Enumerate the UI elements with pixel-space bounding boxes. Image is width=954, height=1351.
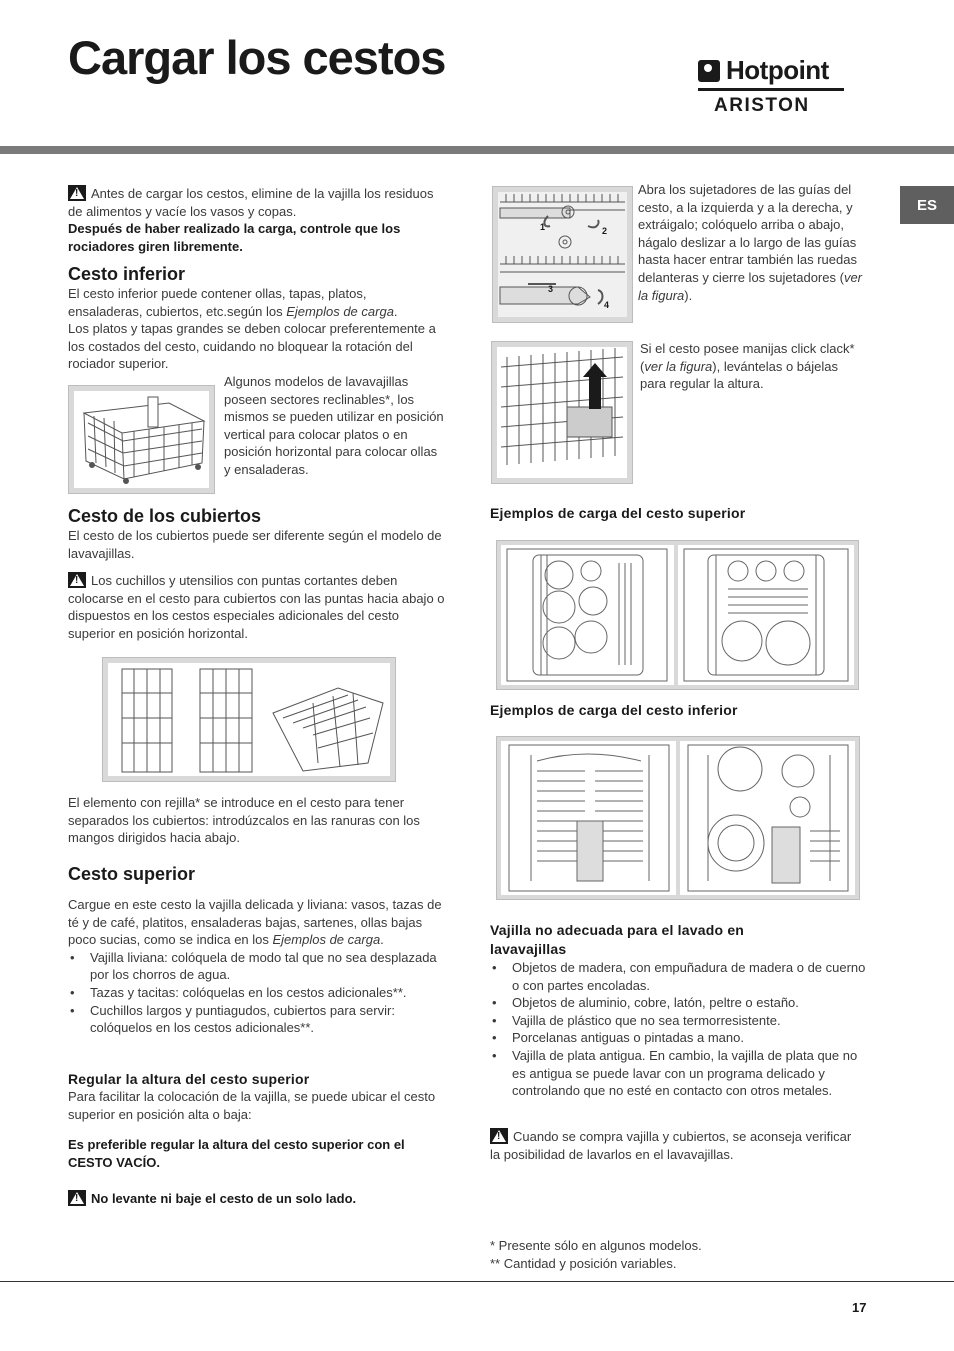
cesto-superior-list: [68, 949, 446, 1037]
list-item: • Cuchillos largos y puntiagudos, cubiertos para servir: colóquelos en los cestos adicionales**.: [68, 1002, 446, 1037]
ejemplos-superior-heading: Ejemplos de carga del cesto superior: [490, 505, 746, 521]
lower-example-right-drawing: [680, 741, 855, 895]
list-item: • Objetos de aluminio, cobre, latón, peltre o estaño.: [490, 994, 870, 1012]
brand-logo: [698, 55, 846, 117]
regular-altura-heading: Regular la altura del cesto superior: [68, 1071, 310, 1087]
ejemplos-inferior-heading: Ejemplos de carga del cesto inferior: [490, 702, 738, 718]
lower-example-left-drawing: [501, 741, 676, 895]
lower-basket-drawing: [74, 391, 209, 488]
lower-basket-examples-figure: [496, 736, 860, 900]
guias-text: Abra los sujetadores de las guías del cesto, a la izquierda y a la derecha, y extráigalo; colóquelo arriba o abajo, hágalo deslizar a lo largo de las guías hasta hacer entrar también las ruedas delanteras y cierre los sujetadores (ver la figura).: [638, 182, 862, 303]
footnote: * Presente sólo en algunos modelos.: [490, 1238, 702, 1253]
footnote: ** Cantidad y posición variables.: [490, 1256, 677, 1271]
cesto-superior-heading: Cesto superior: [68, 864, 196, 884]
cutlery-basket-drawing: [108, 663, 390, 776]
cutlery-basket-figure: [102, 657, 396, 782]
fig-number: 3: [548, 284, 554, 294]
cesto-inferior-heading: Cesto inferior: [68, 264, 186, 284]
lower-basket-figure: [68, 385, 215, 494]
no-adecuada-heading: Vajilla no adecuada para el lavado en lavavajillas: [490, 922, 745, 957]
rail-drawing: [498, 192, 627, 317]
list-item: • Tazas y tacitas: colóquelas en los cestos adicionales**.: [68, 984, 446, 1002]
list-item: • Objetos de madera, con empuñadura de madera o de cuerno o con partes encoladas.: [490, 959, 870, 994]
cesto-superior-p1: Cargue en este cesto la vajilla delicada y liviana: vasos, tazas de té y de café, platitos, ensaladeras bajas, sartenes, ollas bajas poco sucias, como se indica en los Ejemplos de carga.: [68, 897, 442, 948]
warning-icon: [68, 572, 86, 588]
fig-number: 4: [604, 300, 610, 310]
brand-line1: Hotpoint: [726, 55, 829, 85]
intro-section: [68, 185, 446, 255]
warning-icon: [68, 1190, 86, 1206]
no-adecuada-body: [490, 959, 870, 1100]
warning-icon: [490, 1128, 508, 1144]
regular-altura-body: [68, 1088, 446, 1123]
upper-basket-examples-figure: [496, 540, 859, 690]
regular-altura-p1: Para facilitar la colocación de la vajilla, se puede ubicar el cesto superior en posición alta o baja:: [68, 1089, 436, 1122]
list-item: • Vajilla de plástico que no sea termorresistente.: [490, 1012, 870, 1030]
list-item: • Porcelanas antiguas o pintadas a mano.: [490, 1029, 870, 1047]
right-warning: !Cuando se compra vajilla y cubiertos, se aconseja verificar la posibilidad de lavarlos en el lavavajillas.: [490, 1128, 860, 1163]
no-adecuada-list: [490, 959, 870, 1100]
cesto-superior-body: [68, 896, 446, 1037]
regular-altura-warning: !No levante ni baje el cesto de un solo lado.: [68, 1190, 446, 1208]
cesto-cubiertos-p2: El elemento con rejilla* se introduce en el cesto para tener separados los cubiertos: introdúzcalos en las ranuras con los mangos dirigidos hacia abajo.: [68, 795, 420, 846]
footnotes: [490, 1237, 850, 1273]
list-item: • Vajilla de plata antigua. En cambio, la vajilla de plata que no es antigua se puede lavar con un programa delicado y controlando que no esté en contacto con otros metales.: [490, 1047, 870, 1100]
fig-number: 1: [540, 222, 546, 232]
language-tab: ES: [900, 186, 954, 224]
intro-bold: Después de haber realizado la carga, controle que los rociadores giren libremente.: [68, 221, 401, 254]
intro-warning: !Antes de cargar los cestos, elimine de la vajilla los residuos de alimentos y vacíe los vasos y copas.: [68, 185, 446, 220]
cesto-cubiertos-body: [68, 527, 446, 643]
brand-divider: [698, 88, 844, 91]
rail-figure: [492, 186, 633, 323]
cesto-inferior-p3: Algunos modelos de lavavajillas poseen sectores reclinables*, los mismos se pueden utilizar en posición vertical para colocar platos o en posición horizontal para colocar ollas y ensaladeras.: [224, 374, 444, 477]
click-clack-figure: [491, 341, 633, 484]
cesto-inferior-body: [68, 285, 438, 373]
hotpoint-mark-icon: [698, 60, 720, 82]
brand-line2: ARISTON: [714, 95, 810, 116]
page-title: Cargar los cestos: [68, 31, 446, 84]
footer-rule: [0, 1281, 954, 1282]
regular-altura-bold: Es preferible regular la altura del cesto superior con el CESTO VACÍO.: [68, 1137, 405, 1170]
click-clack-text: Si el cesto posee manijas click clack* (ver la figura), levántelas o bájelas para regular la altura.: [640, 341, 855, 392]
upper-example-right-drawing: [678, 545, 854, 685]
upper-example-left-drawing: [501, 545, 674, 685]
page-number: 17: [852, 1300, 867, 1315]
cesto-cubiertos-p1: El cesto de los cubiertos puede ser diferente según el modelo de lavavajillas.: [68, 528, 442, 561]
list-item: • Vajilla liviana: colóquela de modo tal que no sea desplazada por los chorros de agua.: [68, 949, 446, 984]
fig-number: 2: [602, 226, 608, 236]
cesto-inferior-p1: El cesto inferior puede contener ollas, tapas, platos, ensaladeras, cubiertos, etc.según los Ejemplos de carga.: [68, 286, 398, 319]
header-bar: [0, 146, 954, 154]
click-clack-drawing: [497, 347, 627, 478]
cesto-cubiertos-warning: !Los cuchillos y utensilios con puntas cortantes deben colocarse en el cesto para cubiertos con las puntas hacia abajo o dispuestos en los cestos especiales adicionales del cesto superior en posición horizontal.: [68, 572, 446, 642]
cesto-cubiertos-heading: Cesto de los cubiertos: [68, 506, 262, 526]
warning-icon: [68, 185, 86, 201]
cesto-inferior-p2: Los platos y tapas grandes se deben colocar preferentemente a los costados del cesto, cuidando no bloquear la rotación del rociador superior.: [68, 321, 436, 372]
